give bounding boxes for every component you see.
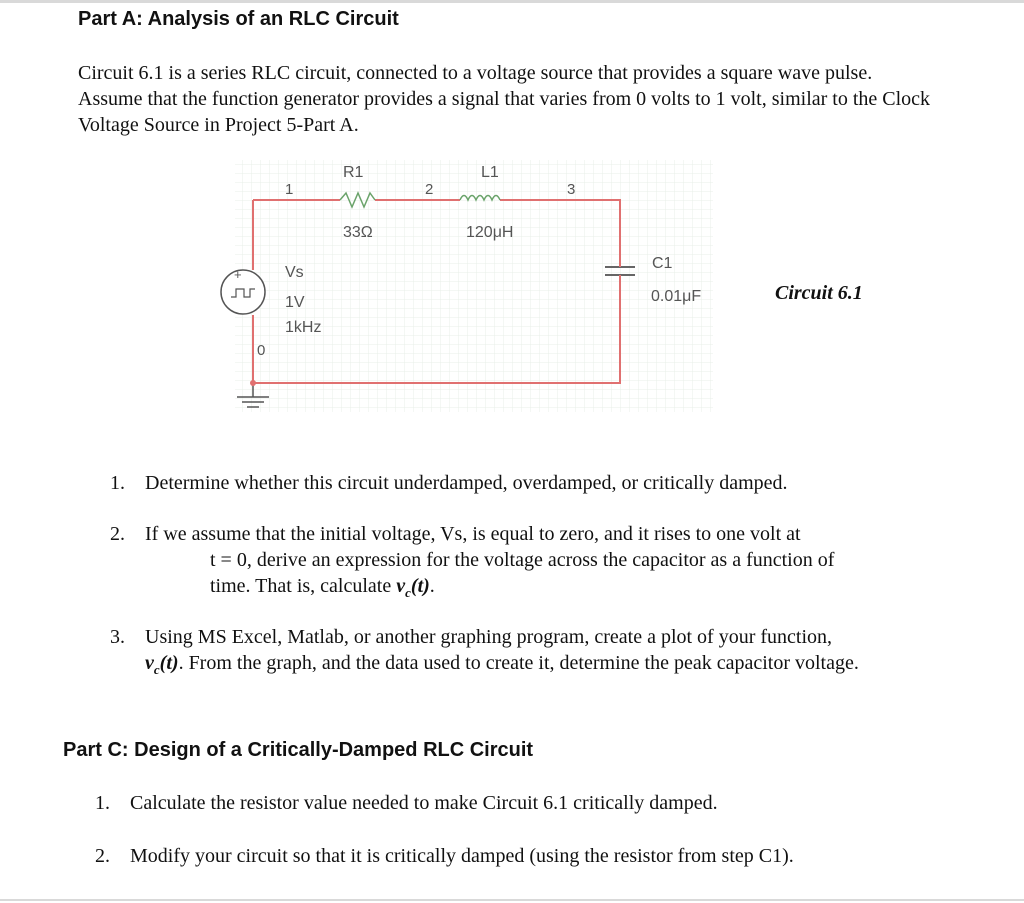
question-3 [110,624,970,677]
question-3-line2 [145,650,859,683]
vc-subscript: c [405,585,411,600]
vc-argument: (t) [410,575,430,597]
vc-variable: v [396,575,406,597]
question-1-number: 1. [110,472,125,494]
c1-name: C1 [652,255,673,272]
r1-name: R1 [343,164,364,181]
part-c-item-1-text: Calculate the resistor value needed to make Circuit 6.1 critically damped. [130,792,718,814]
vs-name: Vs [285,264,304,281]
question-1 [110,470,788,496]
top-border [0,0,1024,3]
r1-value: 33Ω [343,224,373,241]
node-3-label: 3 [567,181,576,198]
vs-frequency: 1kHz [285,319,322,336]
circuit-schematic [215,155,715,415]
circuit-caption: Circuit 6.1 [775,282,863,304]
part-c-heading: Part C: Design of a Critically-Damped RLC Circuit [63,739,534,761]
question-3-number: 3. [110,626,125,648]
node-2-label: 2 [425,181,434,198]
svg-text:+: + [234,267,242,282]
question-3-line1: Using MS Excel, Matlab, or another graphing program, create a plot of your function, [145,626,833,648]
question-1-text: Determine whether this circuit underdamped, overdamped, or critically damped. [145,472,788,494]
question-2-line2: t = 0, derive an expression for the voltage across the capacitor as a function of [210,549,835,571]
question-2-line3-text: time. That is, calculate [210,575,397,597]
part-a-heading: Part A: Analysis of an RLC Circuit [78,8,399,30]
question-2-number: 2. [110,523,125,545]
vc-variable-2: v [145,652,154,674]
part-c-item-1 [95,790,718,816]
question-3-line2-text: . From the graph, and the data used to create it, determine the peak capacitor voltage. [178,652,859,674]
node-0-label: 0 [257,342,266,359]
vs-amplitude: 1V [285,294,305,311]
l1-value: 120μH [466,224,514,241]
vc-subscript-2: c [153,662,160,677]
c1-value: 0.01μF [651,288,702,305]
question-2-line3 [210,573,435,606]
question-2-period: . [429,575,435,597]
bottom-border [0,899,1024,901]
l1-name: L1 [481,164,499,181]
intro-paragraph: Circuit 6.1 is a series RLC circuit, connected to a voltage source that provides a square wave pulse. Assume that the function generator provides a signal that varies from 0 volts to 1 volt, similar to the Clock Voltage Source in Project 5-Part A. [78,62,931,136]
vc-argument-2: (t) [159,652,179,674]
part-c-item-1-number: 1. [95,792,110,814]
part-c-item-2-text: Modify your circuit so that it is critically damped (using the resistor from step C1). [130,845,794,867]
part-c-item-2 [95,843,794,869]
part-c-item-2-number: 2. [95,845,110,867]
node-1-label: 1 [285,181,294,198]
question-2 [110,521,930,600]
question-2-line1: If we assume that the initial voltage, Vs, is equal to zero, and it rises to one volt at [145,523,801,545]
